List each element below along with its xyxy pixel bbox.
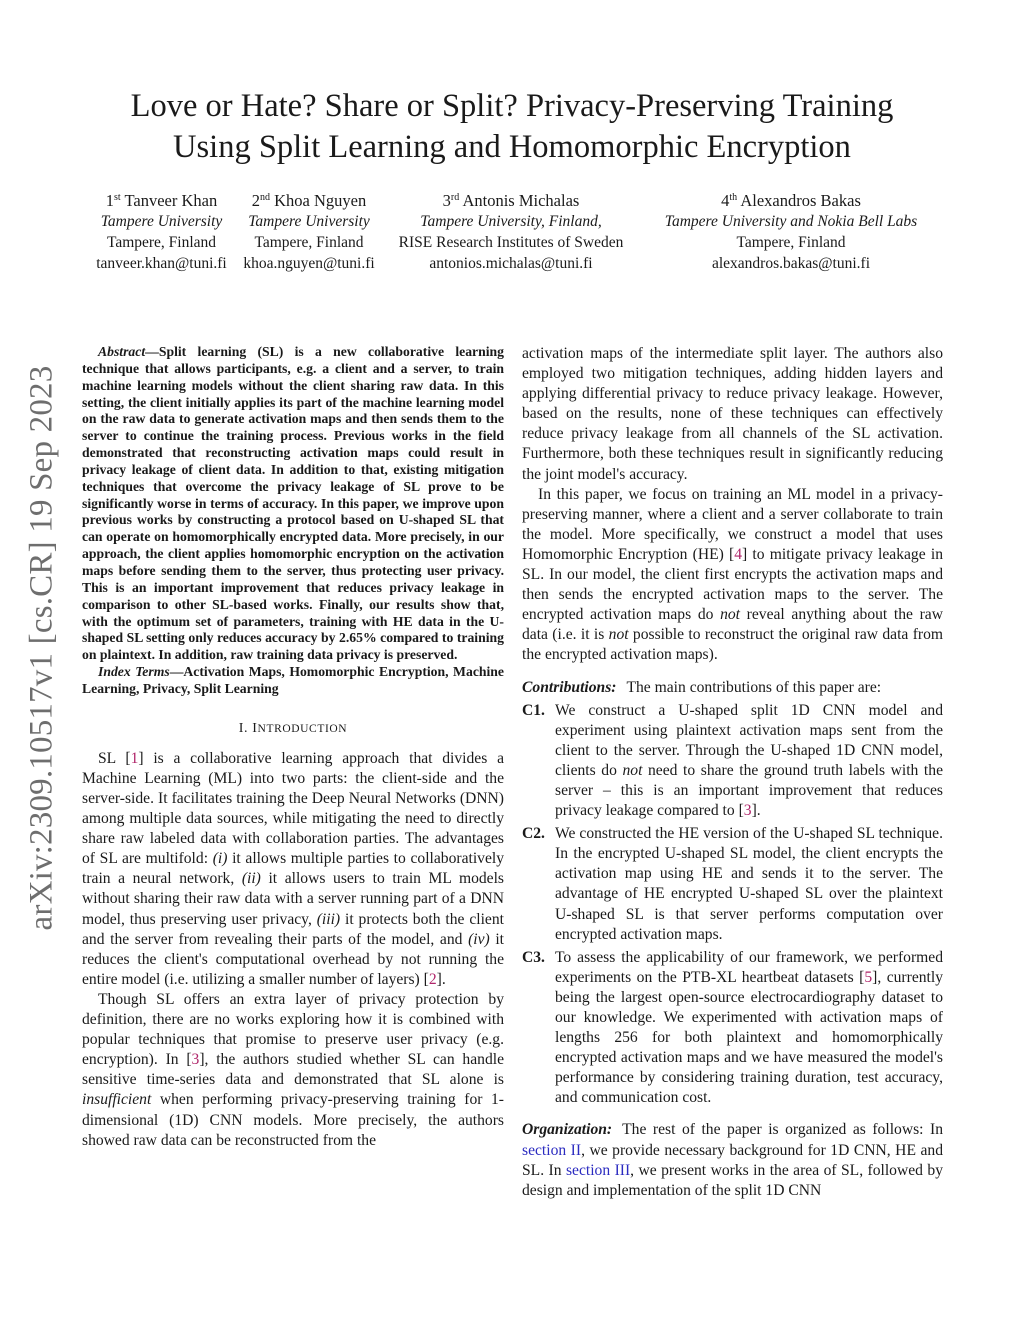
text-run: , we provide necessary background for 1D CNN, HE and SL. In <box>522 1141 943 1179</box>
emphasis: insufficient <box>82 1091 152 1109</box>
author-4 <box>646 190 936 274</box>
text-run: We constructed the HE version of the U-shaped SL technique. In the encrypted U-shaped SL model, the client encrypts the activation map using HE and sends it to the server. The advantage of HE encrypted U-shaped SL over the plaintext U-shaped SL is that server performs computation over encrypted activation maps. <box>555 825 943 943</box>
contributions-intro: The main contributions of this paper are: <box>626 678 882 696</box>
emphasis: not <box>622 761 643 779</box>
paper-title <box>70 86 954 168</box>
text-run: ], the authors studied whether SL can handle sensitive time-series data and demonstrated that SL alone is <box>82 1051 504 1089</box>
title-line-2: Using Split Learning and Homomorphic Encryption <box>173 129 851 165</box>
section-link[interactable]: section II <box>522 1141 582 1159</box>
citation-link[interactable]: 3 <box>191 1051 200 1069</box>
author-email: antonios.michalas@tuni.fi <box>429 255 593 272</box>
section-number: I. <box>238 720 249 736</box>
emphasis: not <box>720 606 741 624</box>
text-run: SL [ <box>98 749 131 767</box>
intro-paragraph-1 <box>82 749 504 990</box>
contributions-heading <box>522 678 943 698</box>
right-column <box>522 344 943 1201</box>
text-run: it allows multiple parties to collaboratively train a neural network, <box>82 850 504 888</box>
section-link[interactable]: section III <box>565 1161 631 1179</box>
section-title-initial: I <box>252 720 258 736</box>
contribution-number: C2. <box>522 825 545 843</box>
author-ordinal-suffix: st <box>113 192 121 203</box>
author-location: Tampere, Finland <box>254 234 364 251</box>
arxiv-watermark <box>6 340 78 955</box>
focus-paragraph <box>522 485 943 666</box>
section-heading-introduction <box>82 719 504 739</box>
text-run: ] to mitigate privacy leakage in SL. In our model, the client first encrypts the activation maps and then sends the encrypted activation maps to the server. The encrypted activation maps do <box>522 545 943 624</box>
text-run: We construct a U-shaped split 1D CNN model and experiment using plaintext activation maps sent from the client to the server. Through the U-shaped 1D CNN model, clients do <box>555 701 943 779</box>
text-run: The rest of the paper is organized as follows: In <box>622 1121 943 1139</box>
text-run: when performing privacy-preserving training for 1-dimensional (1D) CNN models. More precisely, the authors showed raw data can be reconstructed from the <box>82 1091 504 1149</box>
left-column <box>82 344 504 1151</box>
emphasis: (iii) <box>316 910 341 928</box>
text-run: Though SL offers an extra layer of privacy protection by definition, there are no works exploring how it is combined with popular techniques that promise to preserve user privacy (e.g. encryption). In [ <box>82 990 504 1069</box>
arxiv-identifier: arXiv:2309.10517v1 [cs.CR] 19 Sep 2023 <box>23 365 60 930</box>
emphasis: not <box>608 626 629 644</box>
text-run: it reduces the client's computational overhead by not running the entire model (i.e. utilizing a smaller number of layers) [ <box>82 930 504 988</box>
citation-link[interactable]: 3 <box>743 802 752 820</box>
author-affiliation: Tampere University <box>100 213 223 230</box>
index-terms <box>82 664 504 698</box>
author-name: Alexandros Bakas <box>740 191 861 210</box>
author-ordinal-suffix: rd <box>450 192 460 203</box>
author-email: khoa.nguyen@tuni.fi <box>243 255 375 272</box>
text-run: ], currently being the largest open-source electrocardiography dataset to our knowledge. We experimented with activation maps of lengths 256 for both plaintext and homomorphically encrypted activation maps and we have measured the model's performance by considering training duration, test accuracy, and communication cost. <box>555 968 943 1107</box>
author-affiliation: Tampere University, Finland, <box>420 213 602 230</box>
citation-link[interactable]: 5 <box>864 968 873 986</box>
author-ordinal-suffix: th <box>729 192 738 203</box>
author-ordinal: 2 <box>251 191 260 210</box>
index-terms-text: —Activation Maps, Homomorphic Encryption, Machine Learning, Privacy, Split Learning <box>82 664 504 696</box>
text-run: possible to reconstruct the original raw data from the encrypted activation maps). <box>522 626 944 664</box>
author-ordinal: 1 <box>105 191 114 210</box>
author-1 <box>88 190 235 274</box>
author-location: RISE Research Institutes of Sweden <box>398 234 624 251</box>
author-3 <box>384 190 638 274</box>
author-name: Khoa Nguyen <box>274 191 367 210</box>
author-name: Tanveer Khan <box>124 191 218 210</box>
intro-paragraph-2 <box>82 990 504 1151</box>
text-run: it allows users to train ML models without sharing their raw data with a server running part of a DNN model, thus preserving user privacy, <box>82 870 504 928</box>
text-run: , we present works in the area of SL, followed by design and implementation of the split 1D CNN <box>522 1161 943 1199</box>
organization-label: Organization: <box>522 1121 613 1139</box>
author-affiliation: Tampere University <box>248 213 370 230</box>
abstract-label: Abstract <box>98 344 146 359</box>
author-name: Antonis Michalas <box>462 191 580 210</box>
author-email: alexandros.bakas@tuni.fi <box>711 255 871 272</box>
contribution-item-c2 <box>522 824 943 945</box>
text-run: ] is a collaborative learning approach that divides a Machine Learning (ML) into two parts: the client-side and the server-side. It facilitates training the Deep Neural Networks (DNN) among multiple data sources, while mitigating the need to directly share raw labeled data with collaboration parties. The advantages of SL are multifold: <box>82 749 504 868</box>
author-affiliation: Tampere University and Nokia Bell Labs <box>664 213 918 230</box>
text-run: ]. <box>751 802 761 820</box>
text-run: need to share the ground truth labels with the server – this is an important improvement that reduces privacy leakage compared to [ <box>555 761 943 820</box>
contribution-item-c1 <box>522 701 943 822</box>
citation-link[interactable]: 1 <box>130 749 139 767</box>
author-email: tanveer.khan@tuni.fi <box>96 255 227 272</box>
citation-link[interactable]: 2 <box>428 970 437 988</box>
text-run: it protects both the client and the server from revealing their parts of the model, and <box>82 910 504 948</box>
abstract <box>82 344 504 664</box>
author-2 <box>236 190 382 274</box>
author-ordinal: 3 <box>442 191 451 210</box>
organization-paragraph <box>522 1120 943 1200</box>
index-terms-label: Index Terms <box>98 664 170 680</box>
text-run: ]. <box>436 970 446 988</box>
emphasis: (i) <box>212 850 228 868</box>
author-location: Tampere, Finland <box>736 234 846 251</box>
author-location: Tampere, Finland <box>106 234 217 251</box>
contributions-label: Contributions: <box>522 678 617 696</box>
text-run: In this paper, we focus on training an ML model in a privacy-preserving manner, where a client and a server collaborate to train the model. More specifically, we construct a model that uses Homomorphic Encryption (HE) [ <box>522 485 943 563</box>
contribution-number: C3. <box>522 948 545 966</box>
section-title-rest: NTRODUCTION <box>257 722 348 735</box>
title-line-1: Love or Hate? Share or Split? Privacy-Preserving Training <box>130 88 894 124</box>
contribution-item-c3 <box>522 948 943 1109</box>
contribution-number: C1. <box>522 701 545 719</box>
author-block <box>0 190 1024 280</box>
author-ordinal-suffix: nd <box>260 192 270 203</box>
emphasis: (ii) <box>241 870 261 888</box>
citation-link[interactable]: 4 <box>734 545 743 563</box>
emphasis: (iv) <box>468 930 490 948</box>
abstract-text: —Split learning (SL) is a new collaborative learning technique that allows participants, e.g. a client and a server, to train machine learning models without the client sharing raw data. In this setting, the client initially applies its part of the machine learning model on the raw data to generate activation maps and then sends them to the server to continue the training process. Previous works in the field demonstrated that reconstructing activation maps could result in privacy leakage of client data. In addition to that, existing mitigation techniques that overcome the privacy leakage of SL prove to be significantly worse in terms of accuracy. In this paper, we improve upon previous works by constructing a protocol based on U-shaped SL that can operate on homomorphically encrypted data. More precisely, in our approach, the client applies homomorphic encryption on the activation maps before sending them to the server, thus protecting user privacy. This is an important improvement that reduces privacy leakage in comparison to other SL-based works. Finally, our results show that, with the optimum set of parameters, training with HE data in the U-shaped SL setting only reduces accuracy by 2.65% compared to training on plaintext. In addition, raw training data privacy is preserved. <box>82 344 504 663</box>
author-ordinal: 4 <box>721 191 730 210</box>
text-run: To assess the applicability of our framework, we performed experiments on the PTB-XL heartbeat datasets [ <box>555 948 943 986</box>
continued-paragraph: activation maps of the intermediate split layer. The authors also employed two mitigation techniques, adding hidden layers and applying differential privacy to reduce privacy leakage. However, based on the results, none of these techniques can effectively reduce privacy leakage from all channels of the SL activation. Furthermore, both these techniques result in significantly reducing the joint model's accuracy. <box>522 345 943 483</box>
text-run: reveal anything about the raw data (i.e. it is <box>522 606 943 644</box>
